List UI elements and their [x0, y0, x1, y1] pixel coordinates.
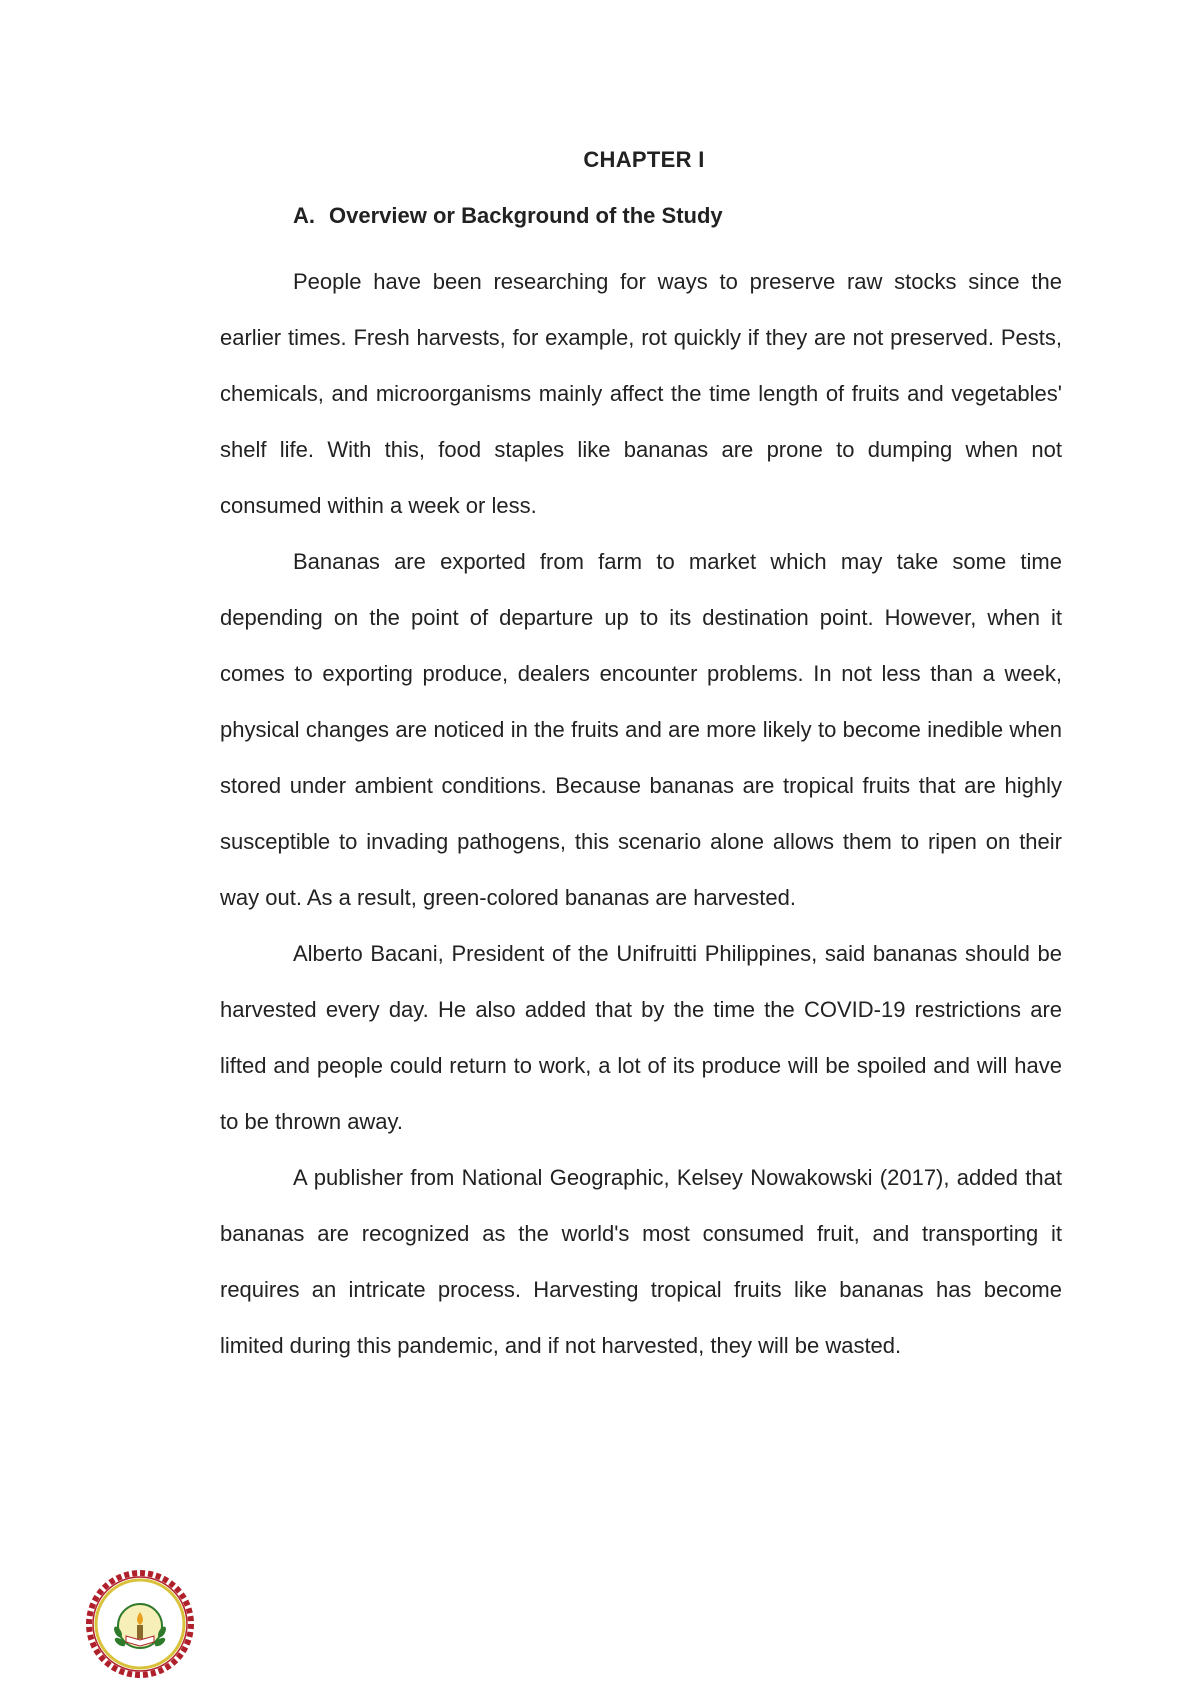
section-heading [293, 203, 723, 229]
school-seal-icon [86, 1570, 194, 1678]
paragraph-3: Alberto Bacani, President of the Unifruitti Philippines, said bananas should be harvested every day. He also added that by the time the COVID-19 restrictions are lifted and people could return to work, a lot of its produce will be spoiled and will have to be thrown away. [220, 941, 1062, 1134]
section-letter: A. [293, 203, 315, 228]
chapter-title: CHAPTER I [583, 147, 705, 172]
body-text [220, 254, 1062, 1374]
paragraph-2: Bananas are exported from farm to market which may take some time depending on the point of departure up to its destination point. However, when it comes to exporting produce, dealers encounter problems. In not less than a week, physical changes are noticed in the fruits and are more likely to become inedible when stored under ambient conditions. Because bananas are tropical fruits that are highly susceptible to invading pathogens, this scenario alone allows them to ripen on their way out. As a result, green-colored bananas are harvested. [220, 549, 1062, 910]
section-title: Overview or Background of the Study [329, 203, 723, 228]
paragraph-1: People have been researching for ways to preserve raw stocks since the earlier times. Fresh harvests, for example, rot quickly if they are not preserved. Pests, chemicals, and microorganisms mainly affect the time length of fruits and vegetables' shelf life. With this, food staples like bananas are prone to dumping when not consumed within a week or less. [220, 269, 1062, 518]
paragraph-4: A publisher from National Geographic, Kelsey Nowakowski (2017), added that bananas are recognized as the world's most consumed fruit, and transporting it requires an intricate process. Harvesting tropical fruits like bananas has become limited during this pandemic, and if not harvested, they will be wasted. [220, 1165, 1062, 1358]
